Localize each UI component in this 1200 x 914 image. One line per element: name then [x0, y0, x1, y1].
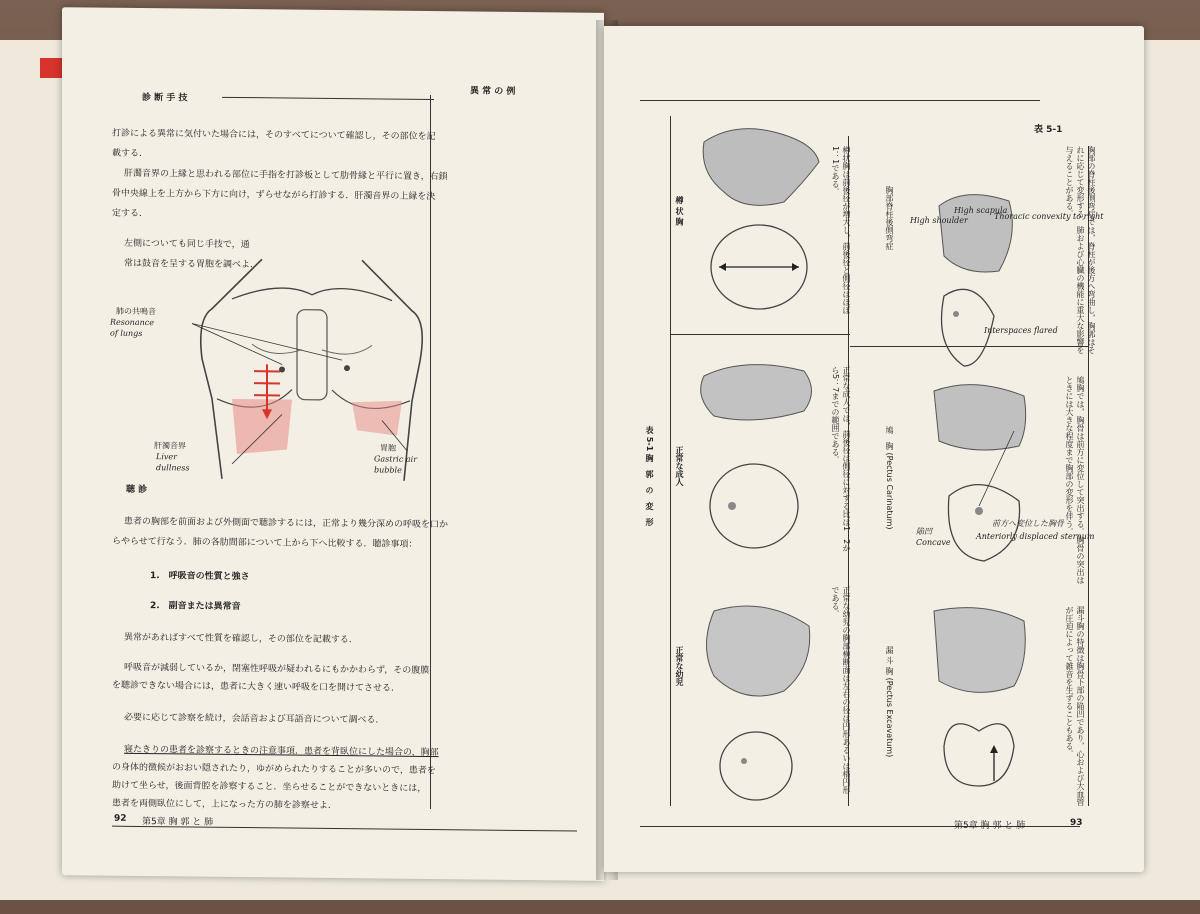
label-resonance-en: of lungs — [110, 328, 143, 339]
body-line: 患者を両側臥位にして，上になった方の肺を診察せよ． — [112, 798, 337, 812]
caption: 胸部の脊柱後側弯症では，脊柱が後方へ弯曲し，胸郭はそれに応じて変形する．肺および心臓の機能に重大な影響を与えることがある． — [1065, 146, 1096, 354]
pectus-carinatum-figure — [924, 376, 1034, 586]
caption: 正常な成人では，前後径は側径に対する比は1：2から5：7までの範囲である． — [831, 366, 851, 553]
label-resonance-en: Resonance — [110, 317, 154, 328]
col-label: 樽 状 胸 — [675, 196, 684, 226]
label-liver-en: dullness — [156, 463, 190, 473]
body-line: 必要に応じて診察を続け，会話音および耳語音について調べる． — [124, 712, 385, 726]
table-title: 表 5-1 胸 郭 の 変 形 — [645, 426, 654, 527]
header-rule — [640, 100, 1040, 101]
table-label: 表 5-1 — [1034, 125, 1063, 135]
label-resonance-jp: 肺の共鳴音 — [116, 306, 156, 317]
col-label: 正常な成人 — [675, 446, 684, 486]
label-displaced-en: Anteriorly displaced sternum — [976, 532, 1095, 541]
body-line: 患者の胸部を前面および外側面で聴診するには，正常より幾分深めの呼吸を口か — [124, 516, 449, 531]
table-row-rule — [670, 334, 850, 335]
left-footer-chapter: 第5章 胸 郭 と 肺 — [142, 816, 214, 828]
normal-adult-figure — [694, 356, 824, 556]
label-interspaces-flared: Interspaces flared — [984, 326, 1058, 335]
label-gastric-en: bubble — [374, 465, 402, 475]
right-page-number: 93 — [1070, 818, 1083, 828]
barrel-chest-figure — [694, 122, 824, 322]
col-label-lower: 鳩 胸 (Pectus Carinatum) — [885, 426, 894, 530]
body-line: 異常があればすべて性質を確認し，その部位を記載する． — [124, 632, 358, 646]
para-line: 常は鼓音を呈する胃胞を調べよ． — [124, 258, 260, 271]
label-thoracic-convexity: Thoracic convexity to right — [994, 212, 1104, 221]
body-line: の身体的徴候がおおい隠されたり，ゆがめられたりすることが多いので，患者を — [112, 762, 436, 777]
left-page-number: 92 — [114, 813, 127, 824]
body-line: らやらせて行なう．肺の各肋間部について上から下へ比較する．聴診事項： — [112, 536, 418, 550]
right-page — [604, 26, 1144, 872]
label-liver-jp: 肝濁音界 — [154, 441, 186, 451]
label-gastric-jp: 胃胞 — [380, 443, 396, 453]
caption: 正常な幼児の胸部横断面は左右の径は円形あるいは楕円形である． — [831, 586, 851, 794]
left-page — [62, 7, 604, 881]
body-list-item: 1. 呼吸音の性質と強さ — [150, 571, 250, 583]
para-line: 肝濁音界の上縁と思われる部位に手指を打診板として肋骨縁と平行に置き，右鎖 — [124, 168, 448, 183]
label-concave-en: Concave — [916, 538, 951, 547]
para-line: 定する． — [112, 208, 149, 220]
pectus-excavatum-figure — [924, 601, 1034, 801]
body-line: 助けて坐らせ，後面背腔を診察すること．坐らせることができないときには， — [112, 780, 427, 794]
section-title-auscultation: 聴 診 — [126, 484, 148, 496]
col-label-lower: 胸部脊柱後側弯症 — [885, 186, 894, 250]
col-label: 正常な幼児 — [675, 646, 684, 686]
label-liver-en: Liver — [156, 452, 177, 462]
header-rule — [222, 97, 434, 100]
left-header-section: 診 断 手 技 — [142, 92, 188, 104]
body-list-item: 2. 副音または異常音 — [150, 601, 241, 613]
table-border — [670, 116, 671, 806]
right-footer-chapter: 第5章 胸 郭 と 肺 — [954, 821, 1026, 831]
normal-infant-figure — [694, 596, 824, 806]
para-line: 打診による異常に気付いた場合には，そのすべてについて確認し，その部位を記 — [112, 128, 436, 143]
para-line: 左側についても同じ手技で，通 — [124, 238, 250, 251]
label-displaced-jp: 前方へ変位した胸骨 — [992, 519, 1064, 528]
col-label-lower: 漏 斗 胸 (Pectus Excavatum) — [885, 646, 894, 758]
body-line: 寝たきりの患者を診察するときの注意事項．患者を背臥位にした場合の，胸部 — [124, 744, 439, 759]
caption: 漏斗胸の特徴は胸骨下部の陥凹であり，心および大血管が圧迫によって雑音を生ずることもある． — [1065, 606, 1085, 806]
label-gastric-en: Gastric air — [374, 454, 418, 464]
left-header-topic: 異 常 の 例 — [470, 86, 516, 97]
para-line: 載する． — [112, 148, 149, 160]
body-line: 呼吸音が減弱しているか，閉塞性呼吸が疑われるにもかかわらず，その腹膜 — [124, 662, 430, 677]
label-concave-jp: 陥凹 — [916, 527, 932, 536]
kyphoscoliosis-figure — [924, 146, 1024, 386]
para-line: 骨中央線上を上方から下方に向け，ずらせながら打診する．肝濁音界の上縁を決 — [112, 188, 436, 203]
caption: 鳩胸では，胸骨は前方に変位して突出する．胸骨の突出はときには大きな程度まで胸部の変形を伴う． — [1065, 376, 1085, 584]
label-high-scapula: High scapula — [954, 206, 1008, 215]
body-line: を聴診できない場合には，患者に大きく速い呼吸を口を開けてさせる． — [112, 680, 401, 694]
label-high-shoulder: High shoulder — [910, 216, 968, 225]
caption: 樽状胸は前後径が増大し，前後径と側径はほぼ1：1である． — [831, 146, 851, 314]
